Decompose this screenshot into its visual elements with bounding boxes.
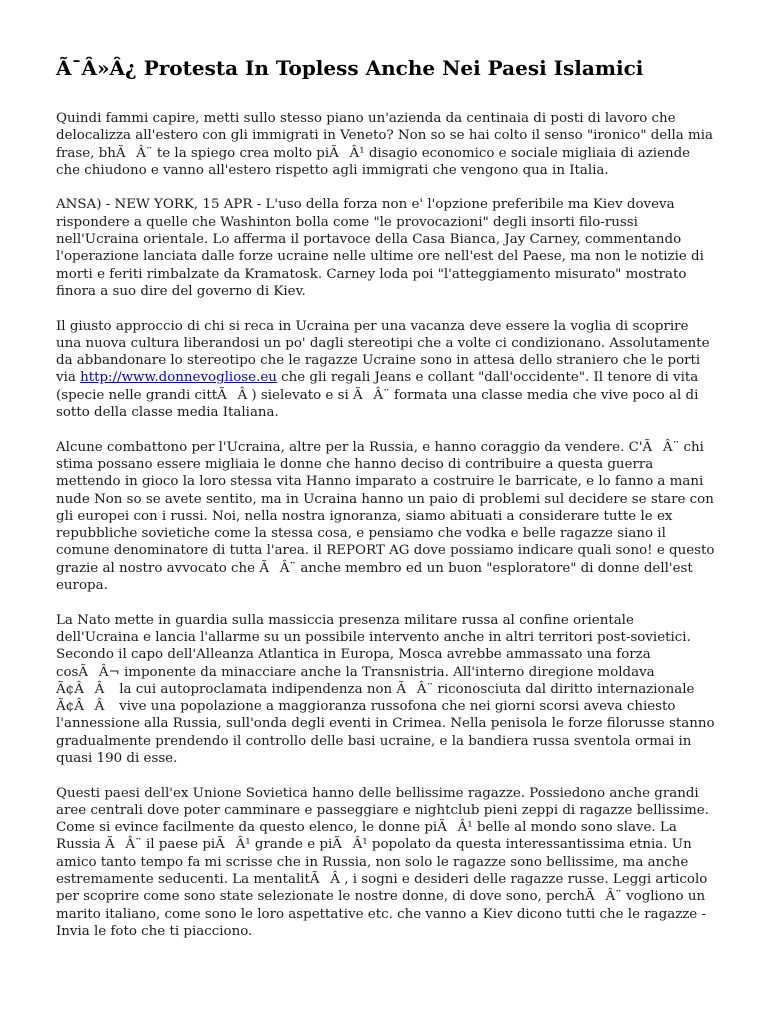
paragraph-6: Questi paesi dell'ex Unione Sovietica hanno delle bellissime ragazze. Possiedono anche grandi aree centrali dove poter camminare e passeggiare e nightclub pieni zeppi di ragazze bellissime. Come si evince facilmente da questo elenco, le donne piÃÂ¹ belle al mondo sono slave. La Russia ÃÂ¨ il paese piÃÂ¹ grande e piÃÂ¹ popolato da questa interessantissima etnia. Un amico tanto tempo fa mi scrisse che in Russia, non solo le ragazze sono bellissime, ma anche estremamente seducenti. La mentalitÃÂ , i sogni e desideri delle ragazze russe. Leggi articolo per scoprire come sono state selezionate le nostre donne, di dove sono, perchÃÂ¨ vogliono un marito italiano, come sono le loro aspettative etc. che vanno a Kiev dicono tutti che le ragazze - Invia le foto che ti piacciono. — [56, 785, 709, 939]
paragraph-3-text-after: che gli regali Jeans e collant "dall'occidente". Il tenore di vita (specie nelle grandi cittÃÂ ) sielevato e si ÃÂ¨ formata una classe media che vive poco al di sotto della classe media Italiana. — [56, 370, 699, 421]
paragraph-5: La Nato mette in guardia sulla massiccia presenza militare russa al confine orientale dell'Ucraina e lancia l'allarme su un possibile intervento anche in altri territori post-sovietici. Secondo il capo dell'Alleanza Atlantica in Europa, Mosca avrebbe ammassato una forza cosÃÂ¬ imponente da minacciare anche la Transnistria. All'interno diregione moldava Ã¢ÂÂ la cui autoproclamata indipendenza non ÃÂ¨ riconosciuta dal diritto internazionale Ã¢ÂÂ vive una popolazione a maggioranza russofona che nei giorni scorsi aveva chiesto l'annessione alla Russia, sull'onda degli eventi in Crimea. Nella penisola le forze filorusse stanno gradualmente prendendo il controllo delle basi ucraine, e la bandiera russa sventola ormai in quasi 190 di esse. — [56, 612, 715, 766]
document-title: Ã¯Â»Â¿ Protesta In Topless Anche Nei Paesi Islamici — [56, 56, 644, 80]
document-body — [56, 110, 716, 958]
paragraph-1: Quindi fammi capire, metti sullo stesso piano un'azienda da centinaia di posti di lavoro che delocalizza all'estero con gli immigrati in Veneto? Non so se hai colto il senso "ironico" della mia frase, bhÃÂ¨ te la spiego crea molto piÃÂ¹ disagio economico e sociale migliaia di aziende che chiudono e vanno all'estero rispetto agli immigrati che vengono qua in Italia. — [56, 111, 713, 178]
donnevogliose-link[interactable]: http://www.donnevogliose.eu — [80, 370, 277, 386]
paragraph-3 — [56, 318, 716, 422]
paragraph-4: Alcune combattono per l'Ucraina, altre per la Russia, e hanno coraggio da vendere. C'ÃÂ¨ chi stima possano essere migliaia le donne che hanno deciso di contribuire a questa guerra mettendo in gioco la loro stessa vita Hanno imparato a costruire le barricate, e lo fanno a mani nude Non so se avete sentito, ma in Ucraina hanno un paio di problemi sul decidere se stare con gli europei con i russi. Noi, nella nostra ignoranza, siamo abituati a considerare tutte le ex repubbliche sovietiche come la stessa cosa, e pensiamo che vodka e belle ragazze siano il comune denominatore di tutta l'area. il REPORT AG dove possiamo indicare quali sono! e questo grazie al nostro avvocato che ÃÂ¨ anche membro ed un buon "esploratore" di donne dell'est europa. — [56, 439, 715, 594]
paragraph-2: ANSA) - NEW YORK, 15 APR - L'uso della forza non e' l'opzione preferibile ma Kiev doveva rispondere a quelle che Washinton bolla come "le provocazioni" degli insorti filo-russi nell'Ucraina orientale. Lo afferma il portavoce della Casa Bianca, Jay Carney, commentando l'operazione lanciata dalle forze ucraine nelle ultime ore nell'est del Paese, ma non le notizie di morti e feriti rimbalzate da Kramatosk. Carney loda poi "l'atteggiamento misurato" mostrato finora a suo dire del governo di Kiev. — [56, 197, 704, 299]
paragraph-3-text-before: Il giusto approccio di chi si reca in Ucraina per una vacanza deve essere la voglia di scoprire una nuova cultura liberandosi un po' dagli stereotipi che a volte ci condizionano. Assolutamente da abbandonare lo stereotipo che le ragazze Ucraine sono in attesa dello straniero che le porti via — [56, 318, 710, 386]
